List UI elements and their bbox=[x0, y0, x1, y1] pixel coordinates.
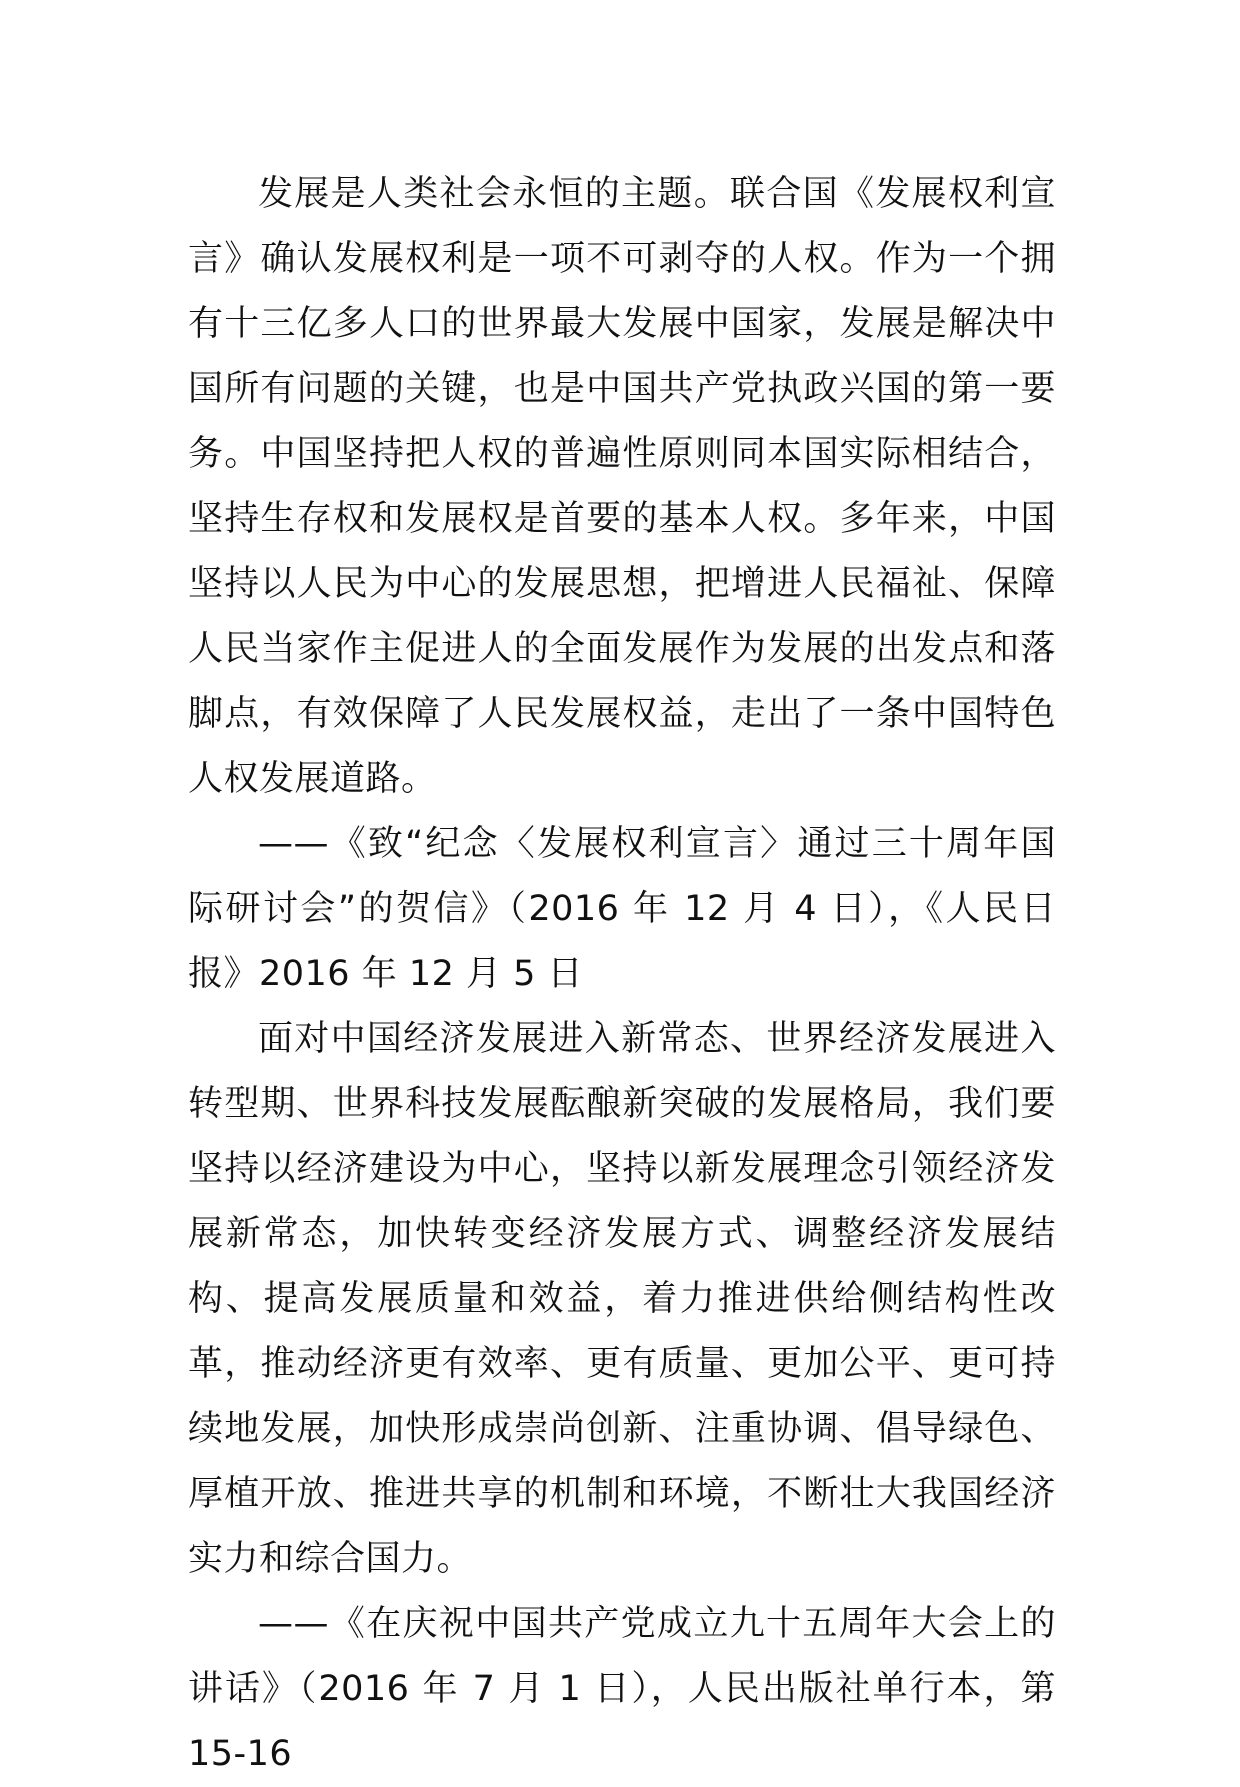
citation-congratulatory-letter: ——《致“纪念〈发展权利宣言〉通过三十周年国际研讨会”的贺信》（2016 年 12 月 4 日），《人民日报》2016 年 12 月 5 日 bbox=[188, 824, 1056, 994]
document-body bbox=[188, 162, 1056, 1787]
paragraph-development-rights: 发展是人类社会永恒的主题。联合国《发展权利宣言》确认发展权利是一项不可剥夺的人权。作为一个拥有十三亿多人口的世界最大发展中国家，发展是解决中国所有问题的关键，也是中国共产党执政兴国的第一要务。中国坚持把人权的普遍性原则同本国实际相结合，坚持生存权和发展权是首要的基本人权。多年来，中国坚持以人民为中心的发展思想，把增进人民福祉、保障人民当家作主促进人的全面发展作为发展的出发点和落脚点，有效保障了人民发展权益，走出了一条中国特色人权发展道路。 bbox=[188, 174, 1056, 799]
paragraph-economic-development: 面对中国经济发展进入新常态、世界经济发展进入转型期、世界科技发展酝酿新突破的发展格局，我们要坚持以经济建设为中心，坚持以新发展理念引领经济发展新常态，加快转变经济发展方式、调整经济发展结构、提高发展质量和效益，着力推进供给侧结构性改革，推动经济更有效率、更有质量、更加公平、更可持续地发展，加快形成崇尚创新、注重协调、倡导绿色、厚植开放、推进共享的机制和环境，不断壮大我国经济实力和综合国力。 bbox=[188, 1019, 1056, 1579]
citation-anniversary-speech: ——《在庆祝中国共产党成立九十五周年大会上的讲话》（2016 年 7 月 1 日），人民出版社单行本，第 15-16 bbox=[188, 1604, 1056, 1774]
